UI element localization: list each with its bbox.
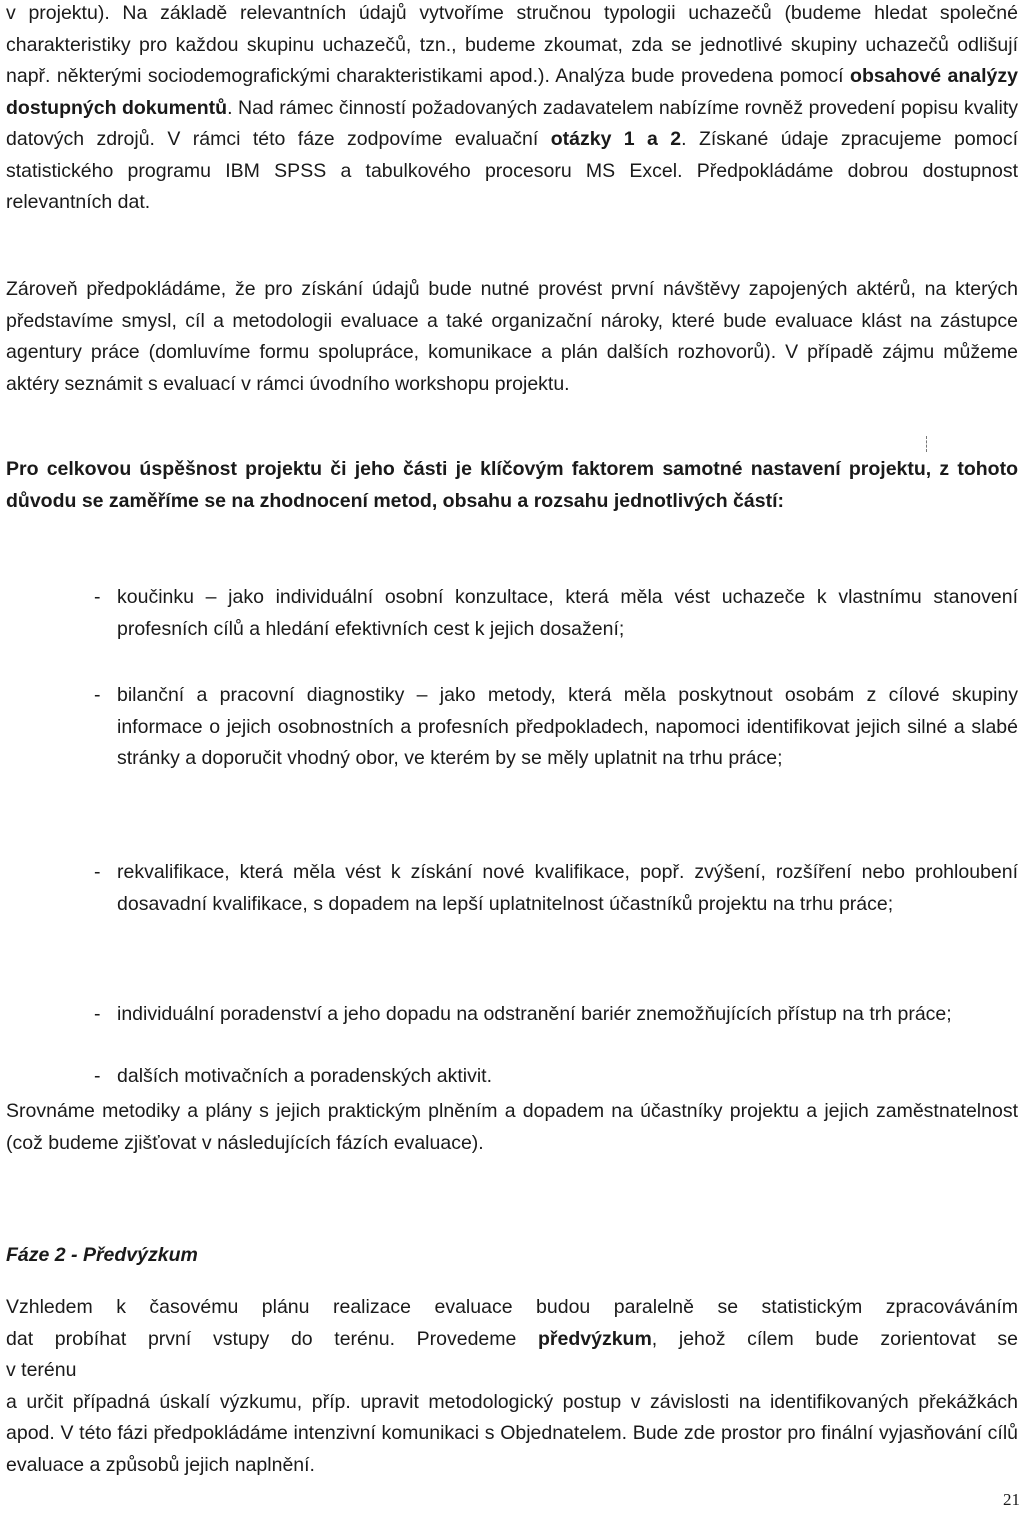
- list-dash: -: [94, 586, 101, 608]
- scan-mark: [926, 436, 928, 452]
- phase2-line: dat probíhat první vstupy do terénu. Provedeme předvýzkum, jehož cílem bude zorientovat se: [6, 1327, 1018, 1350]
- list-dash: -: [94, 861, 101, 883]
- list-item-text: dalších motivačních a poradenských aktivit.: [117, 1065, 493, 1087]
- summary-paragraph: Srovnáme metodiky a plány s jejich praktickým plněním a dopadem na účastníky projektu a jejich zaměstnatelnost (což budeme zjišťovat v následujících fázích evaluace).: [6, 1100, 1018, 1154]
- intro-paragraph: v projektu). Na základě relevantních údajů vytvoříme stručnou typologii uchazečů (budeme hledat společné charakteristiky pro každou skupinu uchazečů, tzn., budeme zkoumat, zda se jednotlivé skupiny uchazečů odlišují např. některými sociodemografickými charakteristikami apod.). Analýza bude provedena pomocí obsahové analýzy dostupných dokumentů. Nad rámec činností požadovaných zadavatelem nabízíme rovněž provedení popisu kvality datových zdrojů. V rámci této fáze zodpovíme evaluační otázky 1 a 2. Získané údaje zpracujeme pomocí statistického programu IBM SPSS a tabulkového procesoru MS Excel. Předpokládáme dobrou dostupnost relevantních dat.: [6, 2, 1019, 213]
- phase2-line: Vzhledem k časovému plánu realizace evaluace budou paralelně se statistickým zpracováváním: [6, 1296, 1018, 1318]
- phase2-bold-prestudy: předvýzkum: [538, 1327, 652, 1350]
- phase2-paragraph: [6, 1292, 1018, 1481]
- list-dash: -: [94, 1065, 101, 1087]
- page-number: 21: [1003, 1490, 1020, 1509]
- phase2-line: v terénu: [6, 1359, 77, 1381]
- phase2-heading: Fáze 2 - Předvýzkum: [6, 1244, 198, 1266]
- list-dash: -: [94, 684, 101, 706]
- list-item-text: bilanční a pracovní diagnostiky – jako metody, která měla poskytnout osobám z cílové skupiny informace o jejich osobnostních a profesních předpokladech, napomoci identifikovat jejich silné a slabé stránky a doporučit vhodný obor, ve kterém by se měly uplatnit na trhu práce;: [117, 684, 1018, 769]
- list-item-text: koučinku – jako individuální osobní konzultace, která měla vést uchazeče k vlastnímu stanovení profesních cílů a hledání efektivních cest k jejich dosažení;: [117, 586, 1018, 640]
- intro-bold-document-analysis: obsahové analýzy dostupných dokumentů: [6, 65, 1019, 119]
- key-factor-paragraph: Pro celkovou úspěšnost projektu či jeho části je klíčovým faktorem samotné nastavení projektu, z tohoto důvodu se zaměříme se na zhodnocení metod, obsahu a rozsahu jednotlivých částí:: [6, 458, 1018, 512]
- list-item-text: rekvalifikace, která měla vést k získání nové kvalifikace, popř. zvýšení, rozšíření nebo prohloubení dosavadní kvalifikace, s dopadem na lepší uplatnitelnost účastníků projektu na trhu práce;: [117, 861, 1018, 915]
- list-item-text: individuální poradenství a jeho dopadu na odstranění bariér znemožňujících přístup na trh práce;: [117, 1003, 952, 1025]
- visits-paragraph: Zároveň předpokládáme, že pro získání údajů bude nutné provést první návštěvy zapojených aktérů, na kterých představíme smysl, cíl a metodologii evaluace a také organizační nároky, které bude evaluace klást na zástupce agentury práce (domluvíme formu spolupráce, komunikace a plán dalších rozhovorů). V případě zájmu můžeme aktéry seznámit s evaluací v rámci úvodního workshopu projektu.: [6, 278, 1018, 395]
- intro-bold-questions: otázky 1 a 2: [550, 128, 682, 150]
- list-dash: -: [94, 1003, 101, 1025]
- phase2-line: a určit případná úskalí výzkumu, příp. upravit metodologický postup v závislosti na identifikovaných překážkách apod. V této fázi předpokládáme intenzivní komunikaci s Objednatelem. Bude zde prostor pro finální vyjasňování cílů evaluace a způsobů jejich naplnění.: [6, 1390, 1018, 1476]
